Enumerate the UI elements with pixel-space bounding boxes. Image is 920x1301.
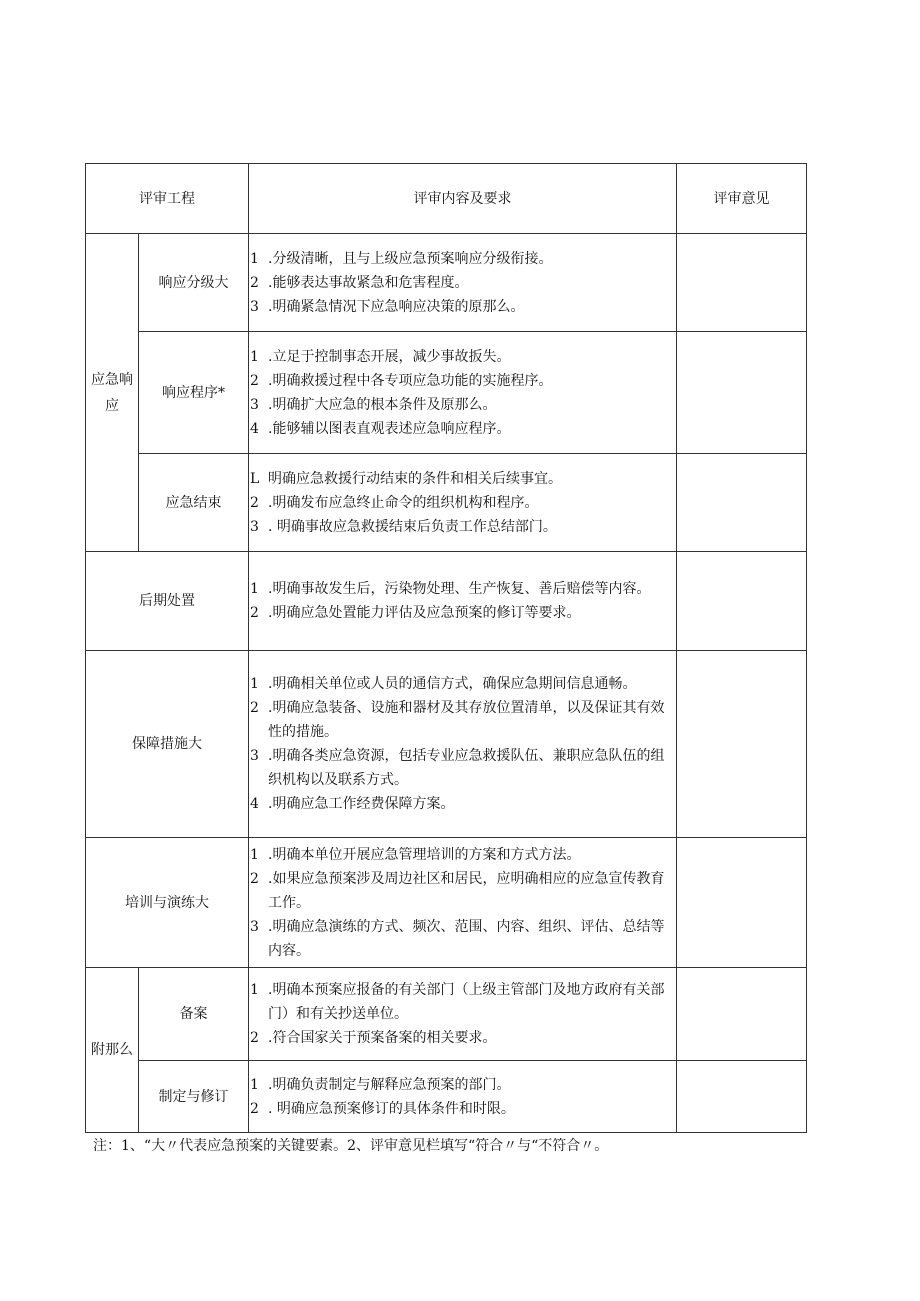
footnote: 注：1、“大〃代表应急预案的关键要素。2、评审意见栏填写“符合〃与“不符合〃。 [93, 1138, 609, 1154]
row-content [249, 454, 677, 552]
list-item: 3 .明确各类应急资源，包括专业应急救援队伍、兼职应急队伍的组织机构以及联系方式。 [250, 748, 665, 788]
opinion-cell[interactable] [677, 838, 807, 968]
row-content [249, 838, 677, 968]
group-emergency-response: 应急响应 [86, 234, 139, 552]
list-item: 1 .明确负责制定与解释应急预案的部门。 [250, 1076, 511, 1093]
list-item: 2 .符合国家关于预案备案的相关要求。 [250, 1030, 497, 1046]
row-label: 备案 [139, 968, 249, 1061]
list-item: 2 .明确应急装备、设施和器材及其存放位置清单，以及保证其有效性的措施。 [250, 700, 665, 740]
row-label: 响应程序* [139, 332, 249, 454]
list-item: 1 .明确本预案应报备的有关部门（上级主管部门及地方政府有关部门）和有关抄送单位。 [250, 982, 665, 1022]
header-content: 评审内容及要求 [249, 164, 677, 234]
list-item: 1 .明确本单位开展应急管理培训的方案和方式方法。 [250, 846, 581, 863]
group-appendix: 附那么 [86, 968, 139, 1133]
row-content [249, 234, 677, 332]
row-label: 保障措施大 [86, 651, 249, 838]
table-row [86, 234, 807, 332]
list-item: 1 .明确事故发生后，污染物处理、生产恢复、善后赔偿等内容。 [250, 581, 651, 597]
list-item: 3 . 明确事故应急救援结束后负责工作总结部门。 [250, 518, 557, 535]
opinion-cell[interactable] [677, 1061, 807, 1133]
list-item: 1 .分级清晰，且与上级应急预案响应分级衔接。 [250, 250, 553, 267]
table-row [86, 651, 807, 838]
row-content [249, 552, 677, 651]
row-content [249, 1061, 677, 1133]
opinion-cell[interactable] [677, 332, 807, 454]
row-content [249, 651, 677, 838]
list-item: 4 .能够辅以图表直观表述应急响应程序。 [250, 420, 511, 437]
list-item: 4 .明确应急工作经费保障方案。 [250, 796, 455, 812]
list-item: 2 .明确发布应急终止命令的组织机构和程序。 [250, 494, 539, 511]
table-row [86, 454, 807, 552]
row-label: 培训与演练大 [86, 838, 249, 968]
row-content [249, 968, 677, 1061]
list-item: L 明确应急救援行动结束的条件和相关后续事宜。 [250, 470, 562, 487]
list-item: 2 . 明确应急预案修订的具体条件和时限。 [250, 1100, 515, 1117]
review-table [85, 163, 807, 1133]
list-item: 2 .能够表达事故紧急和危害程度。 [250, 274, 469, 291]
list-item: 3 .明确应急演练的方式、频次、范围、内容、组织、评估、总结等内容。 [250, 918, 665, 959]
row-label: 制定与修订 [139, 1061, 249, 1133]
opinion-cell[interactable] [677, 454, 807, 552]
opinion-cell[interactable] [677, 234, 807, 332]
row-content [249, 332, 677, 454]
header-opinion: 评审意见 [677, 164, 807, 234]
list-item: 2 .明确救援过程中各专项应急功能的实施程序。 [250, 372, 553, 389]
opinion-cell[interactable] [677, 552, 807, 651]
table-row [86, 552, 807, 651]
table-row [86, 332, 807, 454]
list-item: 1 .立足于控制事态开展，减少事故扳失。 [250, 348, 511, 365]
table-row [86, 838, 807, 968]
row-label: 响应分级大 [139, 234, 249, 332]
opinion-cell[interactable] [677, 651, 807, 838]
list-item: 1 .明确相关单位或人员的通信方式，确保应急期间信息通畅。 [250, 676, 637, 692]
list-item: 3 .明确扩大应急的根本条件及原那么。 [250, 396, 497, 413]
table-row [86, 968, 807, 1061]
header-project: 评审工程 [86, 164, 249, 234]
list-item: 3 .明确紧急情况下应急响应决策的原那么。 [250, 298, 525, 315]
row-label: 应急结束 [139, 454, 249, 552]
table-row [86, 1061, 807, 1133]
list-item: 2 .明确应急处置能力评估及应急预案的修订等要求。 [250, 605, 581, 621]
row-label: 后期处置 [86, 552, 249, 651]
list-item: 2 .如果应急预案涉及周边社区和居民，应明确相应的应急宣传教育工作。 [250, 870, 665, 911]
header-row [86, 164, 807, 234]
opinion-cell[interactable] [677, 968, 807, 1061]
